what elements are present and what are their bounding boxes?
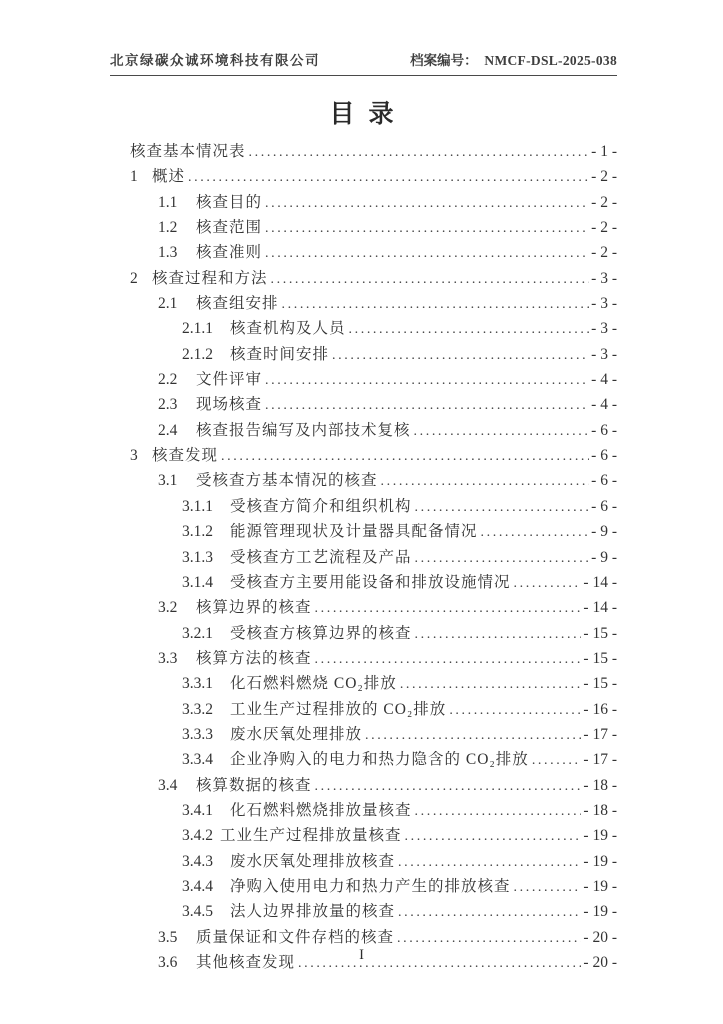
- toc-entry: [110, 368, 617, 393]
- toc-entry-label: 文件评审: [196, 371, 263, 389]
- toc-entry: [110, 875, 617, 900]
- toc-entry-page: - 17 -: [583, 751, 617, 769]
- toc-leader-dots: [415, 495, 590, 520]
- toc-entry: [110, 774, 617, 799]
- archive-number-label: 档案编号：: [410, 53, 478, 68]
- toc-entry: [110, 140, 617, 165]
- toc-entry-page: - 20 -: [583, 928, 617, 946]
- toc-entry: [110, 495, 617, 520]
- toc-entry-page: - 9 -: [591, 523, 617, 541]
- toc-entry-number: 1.1: [158, 193, 178, 211]
- toc-leader-dots: [532, 748, 582, 773]
- toc-leader-dots: [481, 520, 590, 545]
- toc-entry-label: 化石燃料燃烧排放量核查: [230, 801, 412, 819]
- toc-entry-label: 核查时间安排: [230, 345, 330, 363]
- toc-entry: [110, 824, 617, 849]
- toc-leader-dots: [405, 824, 582, 849]
- toc-entry-label: 受核查方核算边界的核查: [230, 624, 412, 642]
- toc-entry-number: 2.1.2: [182, 345, 213, 363]
- toc-entry-label: 能源管理现状及计量器具配备情况: [230, 523, 478, 541]
- toc-entry-number: 3.5: [158, 928, 178, 946]
- toc-leader-dots: [265, 216, 589, 241]
- toc-entry: [110, 216, 617, 241]
- toc-entry-page: - 6 -: [591, 497, 617, 515]
- toc-leader-dots: [415, 546, 590, 571]
- toc-entry-page: - 3 -: [591, 345, 617, 363]
- toc-entry-label: 核查机构及人员: [230, 320, 346, 338]
- toc-entry-number: 1.2: [158, 219, 178, 237]
- toc-entry-page: - 6 -: [591, 472, 617, 490]
- toc-entry-label: 工业生产过程排放量核查: [220, 827, 402, 845]
- company-name: 北京绿碳众诚环境科技有限公司: [110, 53, 320, 68]
- toc-entry: [110, 647, 617, 672]
- toc-entry-label: 核查范围: [196, 219, 263, 237]
- toc-entry-label: 核查发现: [152, 447, 219, 465]
- toc-entry: [110, 292, 617, 317]
- toc-entry-number: 3.4: [158, 776, 178, 794]
- toc-leader-dots: [249, 140, 590, 165]
- toc-leader-dots: [514, 875, 582, 900]
- toc-entry-page: - 6 -: [591, 447, 617, 465]
- toc-entry: [110, 165, 617, 190]
- toc-entry-page: - 16 -: [583, 700, 617, 718]
- toc-entry-number: 3.1.4: [182, 573, 213, 591]
- toc-entry: [110, 241, 617, 266]
- toc-entry-number: 3.1: [158, 472, 178, 490]
- toc-entry-label: 受核查方主要用能设备和排放设施情况: [230, 573, 511, 591]
- toc-leader-dots: [271, 267, 590, 292]
- toc-entry-number: 3.3.2: [182, 700, 213, 718]
- toc-entry-number: 2: [130, 269, 138, 287]
- toc-entry-number: 3.2: [158, 599, 178, 617]
- toc-leader-dots: [282, 292, 590, 317]
- toc-entry-label: 核查报告编写及内部技术复核: [196, 421, 411, 439]
- toc-entry: [110, 317, 617, 342]
- toc-entry-number: 3.3: [158, 649, 178, 667]
- toc-entry-number: 2.2: [158, 371, 178, 389]
- toc-entry-number: 1: [130, 168, 138, 186]
- toc-entry-page: - 3 -: [591, 269, 617, 287]
- toc-entry-page: - 19 -: [583, 852, 617, 870]
- toc-leader-dots: [414, 419, 590, 444]
- toc-entry-label: 质量保证和文件存档的核查: [196, 928, 395, 946]
- toc-leader-dots: [221, 444, 589, 469]
- toc-entry-page: - 3 -: [591, 295, 617, 313]
- toc-entry: [110, 520, 617, 545]
- toc-entry-label: 废水厌氧处理排放: [230, 725, 363, 743]
- toc-entry-page: - 18 -: [583, 801, 617, 819]
- toc-entry-page: - 19 -: [583, 877, 617, 895]
- toc-entry-label: 核算边界的核查: [196, 599, 312, 617]
- toc-entry-label: 受核查方工艺流程及产品: [230, 548, 412, 566]
- toc-entry-number: 3.1.2: [182, 523, 213, 541]
- toc-entry-number: 3.2.1: [182, 624, 213, 642]
- toc-entry: [110, 622, 617, 647]
- toc-entry-page: - 17 -: [583, 725, 617, 743]
- archive-number-block: [410, 49, 617, 69]
- toc-leader-dots: [400, 672, 582, 697]
- toc-entry-page: - 9 -: [591, 548, 617, 566]
- toc-leader-dots: [265, 368, 589, 393]
- toc-entry-number: 2.3: [158, 396, 178, 414]
- toc-entry: [110, 698, 617, 723]
- toc-entry: [110, 748, 617, 773]
- toc-entry-label: 工业生产过程排放的 CO₂排放: [230, 700, 447, 718]
- toc-leader-dots: [188, 165, 589, 190]
- toc-entry-label: 核算数据的核查: [196, 776, 312, 794]
- toc-entry-number: 3.4.3: [182, 852, 213, 870]
- toc-entry-label: 其他核查发现: [196, 954, 296, 971]
- toc-entry-label: 概述: [152, 168, 186, 186]
- toc-entry-page: - 3 -: [591, 320, 617, 338]
- toc-entry: [110, 850, 617, 875]
- toc-entry: [110, 343, 617, 368]
- toc-entry-page: - 2 -: [591, 193, 617, 211]
- toc-entry: [110, 444, 617, 469]
- toc-entry: [110, 191, 617, 216]
- toc-entry-label: 核查基本情况表: [130, 143, 246, 160]
- toc-entry-page: - 19 -: [583, 903, 617, 921]
- toc-entry-page: - 1 -: [591, 143, 617, 160]
- toc-entry: [110, 393, 617, 418]
- toc-entry-page: - 2 -: [591, 219, 617, 237]
- toc-entry-label: 核查准则: [196, 244, 263, 262]
- toc-entry: [110, 419, 617, 444]
- toc-entry-label: 废水厌氧处理排放核查: [230, 852, 396, 870]
- toc-entry-page: - 15 -: [583, 649, 617, 667]
- toc-leader-dots: [398, 900, 581, 925]
- toc-entry-number: 3.1.3: [182, 548, 213, 566]
- toc-leader-dots: [315, 596, 582, 621]
- toc-leader-dots: [265, 393, 589, 418]
- toc-entry-label: 受核查方简介和组织机构: [230, 497, 412, 515]
- toc-leader-dots: [265, 191, 589, 216]
- page-number-footer: I: [359, 947, 364, 963]
- toc-entry-number: 3.3.4: [182, 751, 213, 769]
- toc-entry-page: - 14 -: [583, 573, 617, 591]
- toc-entry-page: - 4 -: [591, 396, 617, 414]
- toc-entry-label: 法人边界排放量的核查: [230, 903, 396, 921]
- toc-entry-label: 核查过程和方法: [152, 269, 268, 287]
- toc-entry-number: 3.1.1: [182, 497, 213, 515]
- toc-entry-number: 3.4.2: [182, 827, 213, 845]
- toc-leader-dots: [349, 317, 590, 342]
- toc-entry-label: 化石燃料燃烧 CO₂排放: [230, 675, 397, 693]
- toc-entry-label: 企业净购入的电力和热力隐含的 CO₂排放: [230, 751, 529, 769]
- toc-entry-number: 2.1: [158, 295, 178, 313]
- toc-entry-page: - 15 -: [583, 624, 617, 642]
- toc-entry-page: - 19 -: [583, 827, 617, 845]
- toc-leader-dots: [315, 774, 582, 799]
- toc-entry: [110, 267, 617, 292]
- toc-entry-number: 3.4.4: [182, 877, 213, 895]
- toc-leader-dots: [415, 622, 582, 647]
- toc-entry: [110, 571, 617, 596]
- toc-entry: [110, 799, 617, 824]
- archive-number-value: NMCF-DSL-2025-038: [484, 53, 617, 68]
- toc-entry-page: - 15 -: [583, 675, 617, 693]
- toc-entry-number: 3: [130, 447, 138, 465]
- toc-entry-label: 核查目的: [196, 193, 263, 211]
- toc-leader-dots: [315, 647, 582, 672]
- toc-leader-dots: [332, 343, 589, 368]
- toc-entry-label: 受核查方基本情况的核查: [196, 472, 378, 490]
- toc-entry: [110, 900, 617, 925]
- toc-entry-label: 核算方法的核查: [196, 649, 312, 667]
- toc-leader-dots: [398, 850, 581, 875]
- toc-entry: [110, 672, 617, 697]
- toc-entry-number: 3.4.1: [182, 801, 213, 819]
- toc-leader-dots: [415, 799, 582, 824]
- toc-entry: [110, 546, 617, 571]
- toc-entry-number: 3.3.3: [182, 725, 213, 743]
- toc-entry-number: 2.4: [158, 421, 178, 439]
- toc-entry-page: - 2 -: [591, 168, 617, 186]
- toc-entry: [110, 469, 617, 494]
- toc-entry-page: - 2 -: [591, 244, 617, 262]
- toc-leader-dots: [514, 571, 582, 596]
- toc-entry-number: 2.1.1: [182, 320, 213, 338]
- toc-entry-number: 3.6: [158, 954, 178, 971]
- toc-entry-label: 现场核查: [196, 396, 263, 414]
- toc-entry-number: 3.3.1: [182, 675, 213, 693]
- toc-entry-page: - 14 -: [583, 599, 617, 617]
- toc-entry-number: 3.4.5: [182, 903, 213, 921]
- toc-entry-page: - 4 -: [591, 371, 617, 389]
- page-title: 目录: [329, 101, 408, 128]
- toc-entry-number: 1.3: [158, 244, 178, 262]
- toc-entry-page: - 6 -: [591, 421, 617, 439]
- toc-list: [110, 140, 617, 976]
- toc-leader-dots: [365, 723, 581, 748]
- toc-entry-page: - 18 -: [583, 776, 617, 794]
- page-header: [110, 49, 617, 76]
- toc-leader-dots: [265, 241, 589, 266]
- toc-entry: [110, 723, 617, 748]
- toc-entry-label: 核查组安排: [196, 295, 279, 313]
- toc-leader-dots: [449, 698, 581, 723]
- toc-entry: [110, 596, 617, 621]
- toc-entry-label: 净购入使用电力和热力产生的排放核查: [230, 877, 511, 895]
- toc-leader-dots: [381, 469, 590, 494]
- toc-entry-page: - 20 -: [583, 954, 617, 971]
